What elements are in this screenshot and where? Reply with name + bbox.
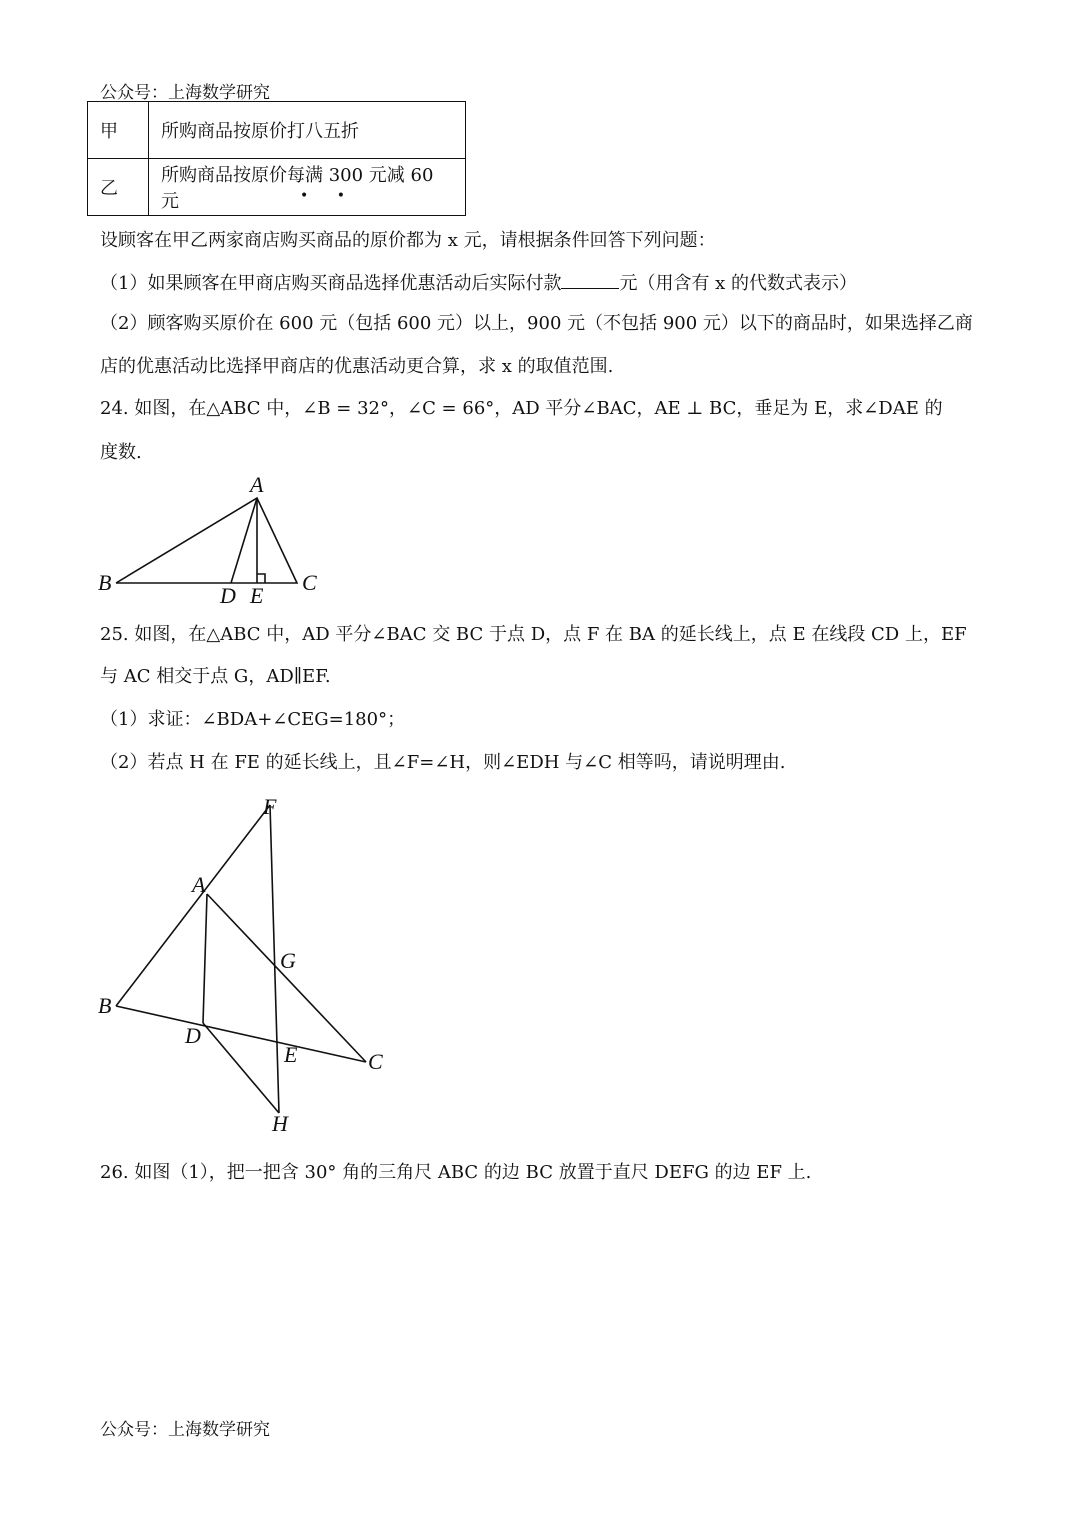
- q25-figure: [90, 790, 410, 1140]
- line-fh: [270, 805, 279, 1113]
- q24-text-line2: 度数.: [100, 442, 142, 463]
- table-row: [88, 159, 466, 216]
- q23-part2-line1: （2）顾客购买原价在 600 元（包括 600 元）以上，900 元（不包括 900 元）以下的商品时，如果选择乙商: [100, 313, 973, 334]
- label-a: A: [250, 472, 264, 497]
- store-cell: 甲: [88, 102, 149, 159]
- line-dh: [203, 1023, 279, 1113]
- label-g: G: [280, 948, 296, 973]
- line-ac: [207, 894, 366, 1062]
- label-a: A: [192, 872, 206, 897]
- q23-part1-text-after: 元（用含有 x 的代数式表示）: [619, 273, 858, 294]
- label-d: D: [185, 1023, 201, 1048]
- label-b: B: [98, 993, 112, 1018]
- line-ad: [203, 894, 207, 1023]
- label-c: C: [368, 1049, 383, 1074]
- q25-text-line1: 25. 如图，在△ABC 中，AD 平分∠BAC 交 BC 于点 D，点 F 在 BA 的延长线上，点 E 在线段 CD 上，EF: [100, 624, 967, 645]
- label-e: E: [250, 583, 264, 608]
- q26-text-line1: 26. 如图（1），把一把含 30° 角的三角尺 ABC 的边 BC 放置于直尺 DEFG 的边 EF 上.: [100, 1162, 812, 1183]
- line-bc: [116, 1006, 366, 1062]
- offer-cell: 所购商品按原价每满 300 元减 60 元: [149, 159, 466, 216]
- label-f: F: [263, 794, 277, 819]
- q24-triangle-figure: [90, 470, 330, 610]
- q23-part1: [100, 270, 857, 296]
- label-b: B: [98, 570, 112, 595]
- page-header: 公众号：上海数学研究: [100, 83, 270, 103]
- line-bf: [116, 805, 270, 1006]
- q25-part1: （1）求证：∠BDA+∠CEG=180°；: [100, 709, 406, 730]
- q25-text-line2: 与 AC 相交于点 G，AD∥EF.: [100, 666, 331, 687]
- q23-part2-line2: 店的优惠活动比选择甲商店的优惠活动更合算，求 x 的取值范围.: [100, 356, 614, 377]
- answer-blank: [561, 270, 619, 289]
- q25-part2: （2）若点 H 在 FE 的延长线上，且∠F=∠H，则∠EDH 与∠C 相等吗，请说明理由.: [100, 752, 786, 773]
- label-d: D: [220, 583, 236, 608]
- label-h: H: [272, 1111, 288, 1136]
- emphasis-dots: • •: [300, 188, 357, 204]
- right-angle-mark: [257, 574, 265, 583]
- page-footer: 公众号：上海数学研究: [100, 1420, 270, 1440]
- q23-part1-text: （1）如果顾客在甲商店购买商品选择优惠活动后实际付款: [100, 273, 562, 294]
- label-c: C: [302, 570, 317, 595]
- q24-text-line1: 24. 如图，在△ABC 中，∠B = 32°，∠C = 66°，AD 平分∠BAC，AE ⊥ BC，垂足为 E，求∠DAE 的: [100, 398, 943, 419]
- table-row: [88, 102, 466, 159]
- offer-cell: 所购商品按原价打八五折: [149, 102, 466, 159]
- store-cell: 乙: [88, 159, 149, 216]
- triangle-abc: [116, 498, 297, 583]
- promotion-table: [87, 101, 466, 216]
- q23-intro: 设顾客在甲乙两家商店购买商品的原价都为 x 元，请根据条件回答下列问题：: [100, 230, 716, 251]
- label-e: E: [284, 1042, 298, 1067]
